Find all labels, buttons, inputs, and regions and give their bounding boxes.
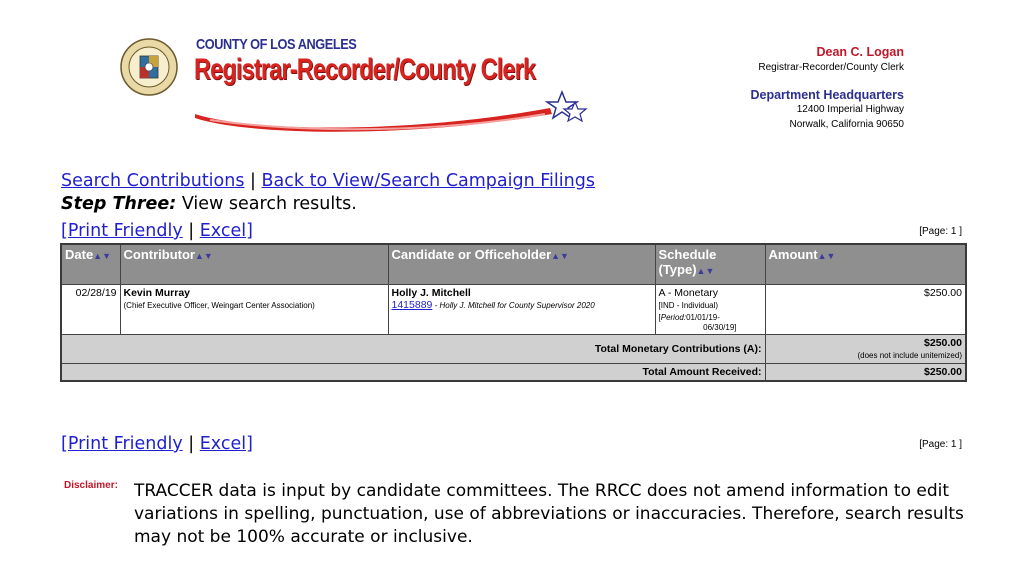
total-monetary-note: (does not include unitemized) [857, 351, 962, 360]
step-indicator [61, 194, 357, 214]
print-friendly-link[interactable]: [Print Friendly [61, 221, 183, 241]
sort-arrows-icon[interactable]: ▲▼ [696, 266, 715, 276]
address-line1: 12400 Imperial Highway [796, 104, 904, 115]
step-label: Step Three: [61, 194, 177, 214]
table-header-row [61, 244, 966, 285]
logo-county-text: COUNTY OF LOS ANGELES [196, 36, 357, 53]
nav-links [61, 171, 595, 191]
cell-date: 02/28/19 [61, 285, 120, 335]
candidate-name: Holly J. Mitchell [391, 287, 471, 299]
page-indicator: [Page: 1 ] [919, 226, 962, 237]
tools-separator: | [188, 221, 195, 241]
col-header-schedule[interactable]: Schedule (Type)▲▼ [655, 244, 765, 285]
excel-link[interactable]: Excel] [199, 434, 253, 454]
nav-separator: | [250, 171, 256, 191]
print-friendly-link[interactable]: [Print Friendly [61, 434, 183, 454]
cell-amount: $250.00 [765, 285, 966, 335]
sort-arrows-icon[interactable]: ▲▼ [93, 251, 112, 261]
contributor-name: Kevin Murray [123, 287, 191, 299]
logo-department-text: Registrar-Recorder/County Clerk [194, 53, 536, 86]
col-header-amount[interactable]: Amount▲▼ [765, 244, 966, 285]
col-header-candidate[interactable]: Candidate or Officeholder▲▼ [388, 244, 655, 285]
disclaimer-label: Disclaimer: [64, 480, 118, 491]
page-indicator: [Page: 1 ] [919, 439, 962, 450]
committee-id-link[interactable]: 1415889 [391, 299, 433, 311]
schedule-type: A - Monetary [658, 287, 719, 299]
step-text: View search results. [181, 194, 357, 214]
period-end: 06/30/19] [703, 323, 737, 332]
period-label: Period: [660, 313, 687, 322]
sort-arrows-icon[interactable]: ▲▼ [194, 251, 213, 261]
schedule-sub: [IND - Individual) [658, 301, 719, 310]
export-links-top [61, 221, 253, 241]
total-received-row [61, 364, 966, 382]
sort-arrows-icon[interactable]: ▲▼ [817, 251, 836, 261]
logo-swoosh-graphic [190, 88, 590, 134]
total-monetary-value: $250.00 [924, 337, 962, 349]
export-links-bottom [61, 434, 253, 454]
county-seal-logo [120, 38, 178, 96]
official-name: Dean C. Logan [816, 45, 904, 59]
table-row [61, 285, 966, 335]
contributor-detail: (Chief Executive Officer, Weingart Center Association) [123, 301, 315, 310]
dept-label: Department Headquarters [750, 88, 904, 102]
cell-contributor [120, 285, 388, 335]
committee-name: - Holly J. Mitchell for County Supervisor 2020 [432, 301, 595, 310]
back-to-filings-link[interactable]: Back to View/Search Campaign Filings [261, 171, 595, 191]
period-value: 01/01/19- [686, 313, 720, 322]
cell-schedule: A - Monetary [IND - Individual) [Period:01/01/19- 06/30/19] [655, 285, 765, 335]
address-line2: Norwalk, California 90650 [789, 119, 904, 130]
total-received-value: $250.00 [765, 364, 966, 382]
total-monetary-cell [765, 335, 966, 364]
total-monetary-label: Total Monetary Contributions (A): [61, 335, 765, 364]
disclaimer-text: TRACCER data is input by candidate committees. The RRCC does not amend information to edit variations in spelling, punctuation, use of abbreviations or inaccuracies. Therefore, search results may not be 100% accurate or inclusive. [134, 481, 964, 547]
col-header-contributor[interactable]: Contributor▲▼ [120, 244, 388, 285]
col-header-date[interactable]: Date▲▼ [61, 244, 120, 285]
total-received-label: Total Amount Received: [61, 364, 765, 382]
excel-link[interactable]: Excel] [199, 221, 253, 241]
tools-separator: | [188, 434, 195, 454]
total-monetary-row [61, 335, 966, 364]
official-title: Registrar-Recorder/County Clerk [758, 62, 904, 73]
results-table [60, 243, 967, 382]
cell-candidate [388, 285, 655, 335]
search-contributions-link[interactable]: Search Contributions [61, 171, 245, 191]
sort-arrows-icon[interactable]: ▲▼ [551, 251, 569, 261]
